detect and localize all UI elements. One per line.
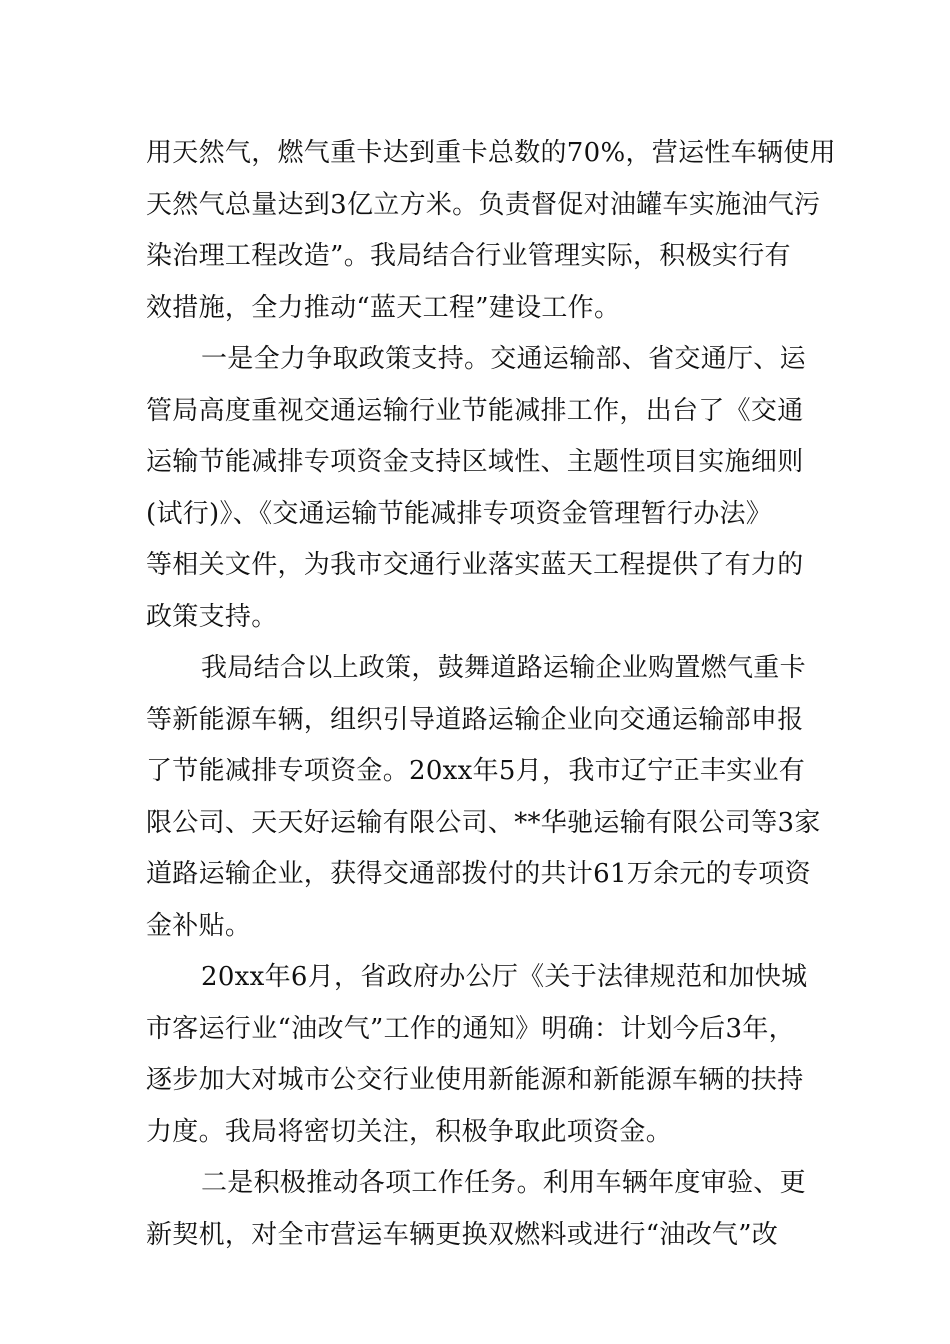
text-line: 道路运输企业，获得交通部拨付的共计61万余元的专项资 bbox=[146, 859, 811, 889]
text-line: 管局高度重视交通运输行业节能减排工作，出台了《交通 bbox=[146, 395, 804, 426]
text-line: 染治理工程改造”。我局结合行业管理实际，积极实行有 bbox=[146, 241, 791, 271]
text-line: 政策支持。 bbox=[146, 601, 278, 632]
text-line: (试行)》、《交通运输节能减排专项资金管理暂行办法》 bbox=[146, 498, 773, 529]
text-line: 运输节能减排专项资金支持区域性、主题性项目实施细则 bbox=[146, 447, 804, 477]
text-line: 等新能源车辆，组织引导道路运输企业向交通运输部申报 bbox=[146, 704, 804, 735]
text-line: 用天然气，燃气重卡达到重卡总数的70%，营运性车辆使用 bbox=[146, 138, 836, 168]
paragraph-first-line: 二是积极推动各项工作任务。利用车辆年度审验、更 bbox=[201, 1168, 806, 1198]
paragraph-first-line: 一是全力争取政策支持。交通运输部、省交通厅、运 bbox=[201, 344, 806, 374]
text-line: 效措施，全力推动“蓝天工程”建设工作。 bbox=[146, 292, 621, 323]
text-line: 金补贴。 bbox=[146, 910, 252, 941]
text-line: 市客运行业“油改气”工作的通知》明确：计划今后3年， bbox=[146, 1013, 795, 1044]
text-line: 限公司、天天好运输有限公司、**华驰运输有限公司等3家 bbox=[146, 807, 821, 838]
text-line: 了节能减排专项资金。20xx年5月，我市辽宁正丰实业有 bbox=[146, 756, 806, 786]
text-line: 力度。我局将密切关注，积极争取此项资金。 bbox=[146, 1116, 673, 1147]
text-line: 逐步加大对城市公交行业使用新能源和新能源车辆的扶持 bbox=[146, 1065, 804, 1095]
text-line: 等相关文件，为我市交通行业落实蓝天工程提供了有力的 bbox=[146, 550, 804, 580]
paragraph-first-line: 我局结合以上政策，鼓舞道路运输企业购置燃气重卡 bbox=[201, 653, 806, 683]
text-line: 新契机，对全市营运车辆更换双燃料或进行“油改气”改 bbox=[146, 1219, 779, 1250]
document-body bbox=[146, 128, 836, 1261]
paragraph-first-line: 20xx年6月，省政府办公厅《关于法律规范和加快城 bbox=[201, 962, 808, 992]
text-line: 天然气总量达到3亿立方米。负责督促对油罐车实施油气污 bbox=[146, 189, 821, 220]
